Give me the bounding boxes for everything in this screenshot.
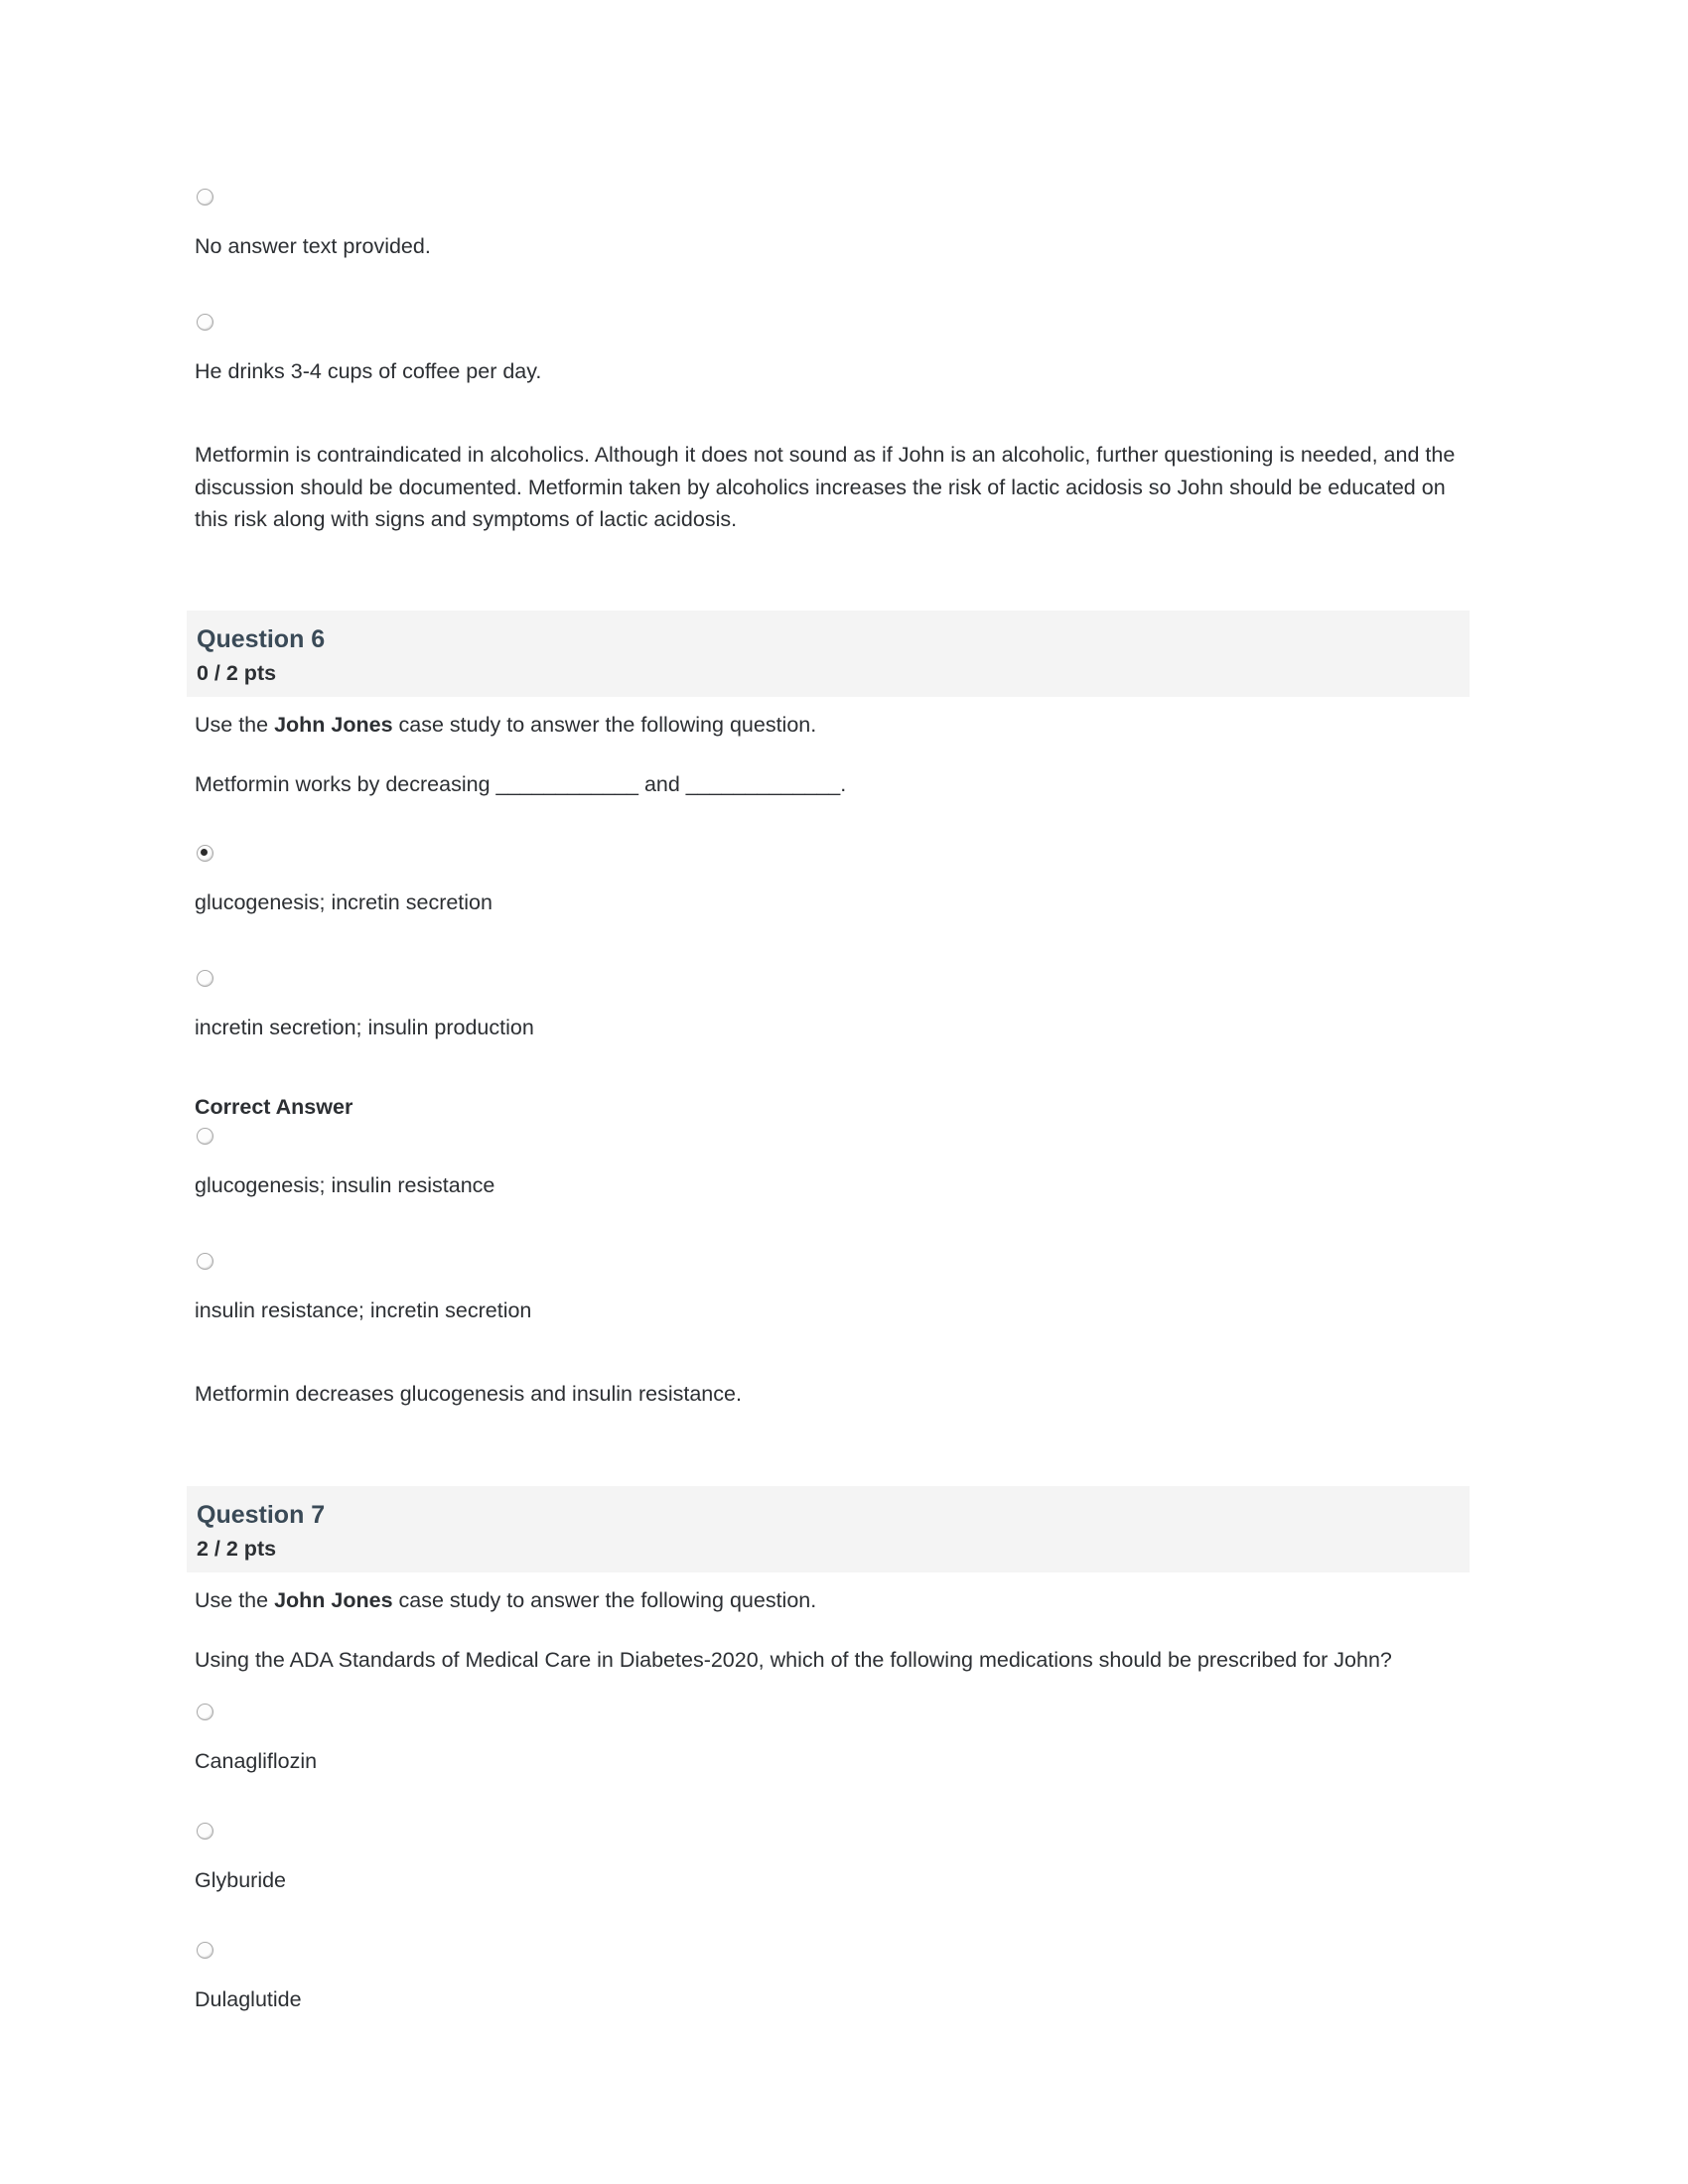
answer-option-selected[interactable]: [195, 845, 1476, 918]
question-feedback: Metformin is contraindicated in alcoholics. Although it does not sound as if John is an alcoholic, further questioning is needed, and the discussion should be documented. Metformin taken by alcoholics increases the risk of lactic acidosis so John should be educated on this risk along with signs and symptoms of lactic acidosis.: [195, 443, 1456, 531]
question-block-7: [195, 1486, 1476, 2016]
instruction-prefix: Use the: [195, 713, 275, 738]
question-header: [187, 1486, 1470, 1572]
question-instruction: [195, 709, 1476, 741]
answer-option-correct[interactable]: [195, 1128, 1476, 1201]
question-body: [195, 1584, 1476, 2016]
correct-answer-badge: Correct Answer: [195, 1094, 353, 1119]
question-header: [187, 611, 1470, 697]
question-points: 2 / 2 pts: [197, 1536, 277, 1561]
answer-option-label: He drinks 3-4 cups of coffee per day.: [195, 359, 542, 384]
radio-button-icon[interactable]: [197, 1128, 213, 1145]
instruction-prefix: Use the: [195, 1587, 275, 1612]
instruction-suffix: case study to answer the following question.: [392, 1587, 817, 1612]
answer-option[interactable]: [195, 189, 1476, 262]
instruction-suffix: case study to answer the following question.: [392, 713, 817, 738]
answer-option-label: Dulaglutide: [195, 1987, 302, 2012]
question-prompt: Metformin works by decreasing ____________ and _____________.: [195, 772, 847, 797]
document-content: [195, 189, 1476, 2016]
question-body: [195, 709, 1476, 1410]
question-points: 0 / 2 pts: [197, 661, 277, 686]
answer-option[interactable]: [195, 1823, 1476, 1896]
answer-option[interactable]: [195, 970, 1476, 1043]
answer-option-label: Canagliflozin: [195, 1749, 318, 1774]
question-prompt: Using the ADA Standards of Medical Care in Diabetes-2020, which of the following medications should be prescribed for John?: [195, 1647, 1392, 1672]
case-study-name: John Jones: [274, 1587, 393, 1612]
answer-option-label: glucogenesis; insulin resistance: [195, 1172, 495, 1197]
radio-button-icon[interactable]: [197, 970, 213, 987]
question-block-6: [195, 611, 1476, 1410]
radio-button-icon[interactable]: [197, 845, 213, 862]
answer-option[interactable]: [195, 1253, 1476, 1326]
radio-button-icon[interactable]: [197, 1704, 213, 1720]
question-feedback: Metformin decreases glucogenesis and insulin resistance.: [195, 1382, 742, 1407]
radio-button-icon[interactable]: [197, 189, 213, 205]
radio-button-icon[interactable]: [197, 1253, 213, 1270]
answer-option-label: Glyburide: [195, 1868, 287, 1893]
question-instruction: [195, 1584, 1476, 1616]
answer-option-label: insulin resistance; incretin secretion: [195, 1298, 532, 1323]
radio-button-icon[interactable]: [197, 314, 213, 331]
answer-option[interactable]: [195, 1704, 1476, 1777]
answer-option-label: No answer text provided.: [195, 234, 431, 258]
radio-button-icon[interactable]: [197, 1823, 213, 1840]
answer-option[interactable]: [195, 1942, 1476, 2015]
answer-option[interactable]: [195, 314, 1476, 387]
answer-option-label: glucogenesis; incretin secretion: [195, 889, 492, 914]
case-study-name: John Jones: [274, 713, 393, 738]
question-title: Question 6: [197, 625, 326, 654]
orphan-options-group: [195, 189, 1476, 535]
question-title: Question 7: [197, 1500, 326, 1529]
answer-option-label: incretin secretion; insulin production: [195, 1015, 534, 1039]
radio-button-icon[interactable]: [197, 1942, 213, 1959]
